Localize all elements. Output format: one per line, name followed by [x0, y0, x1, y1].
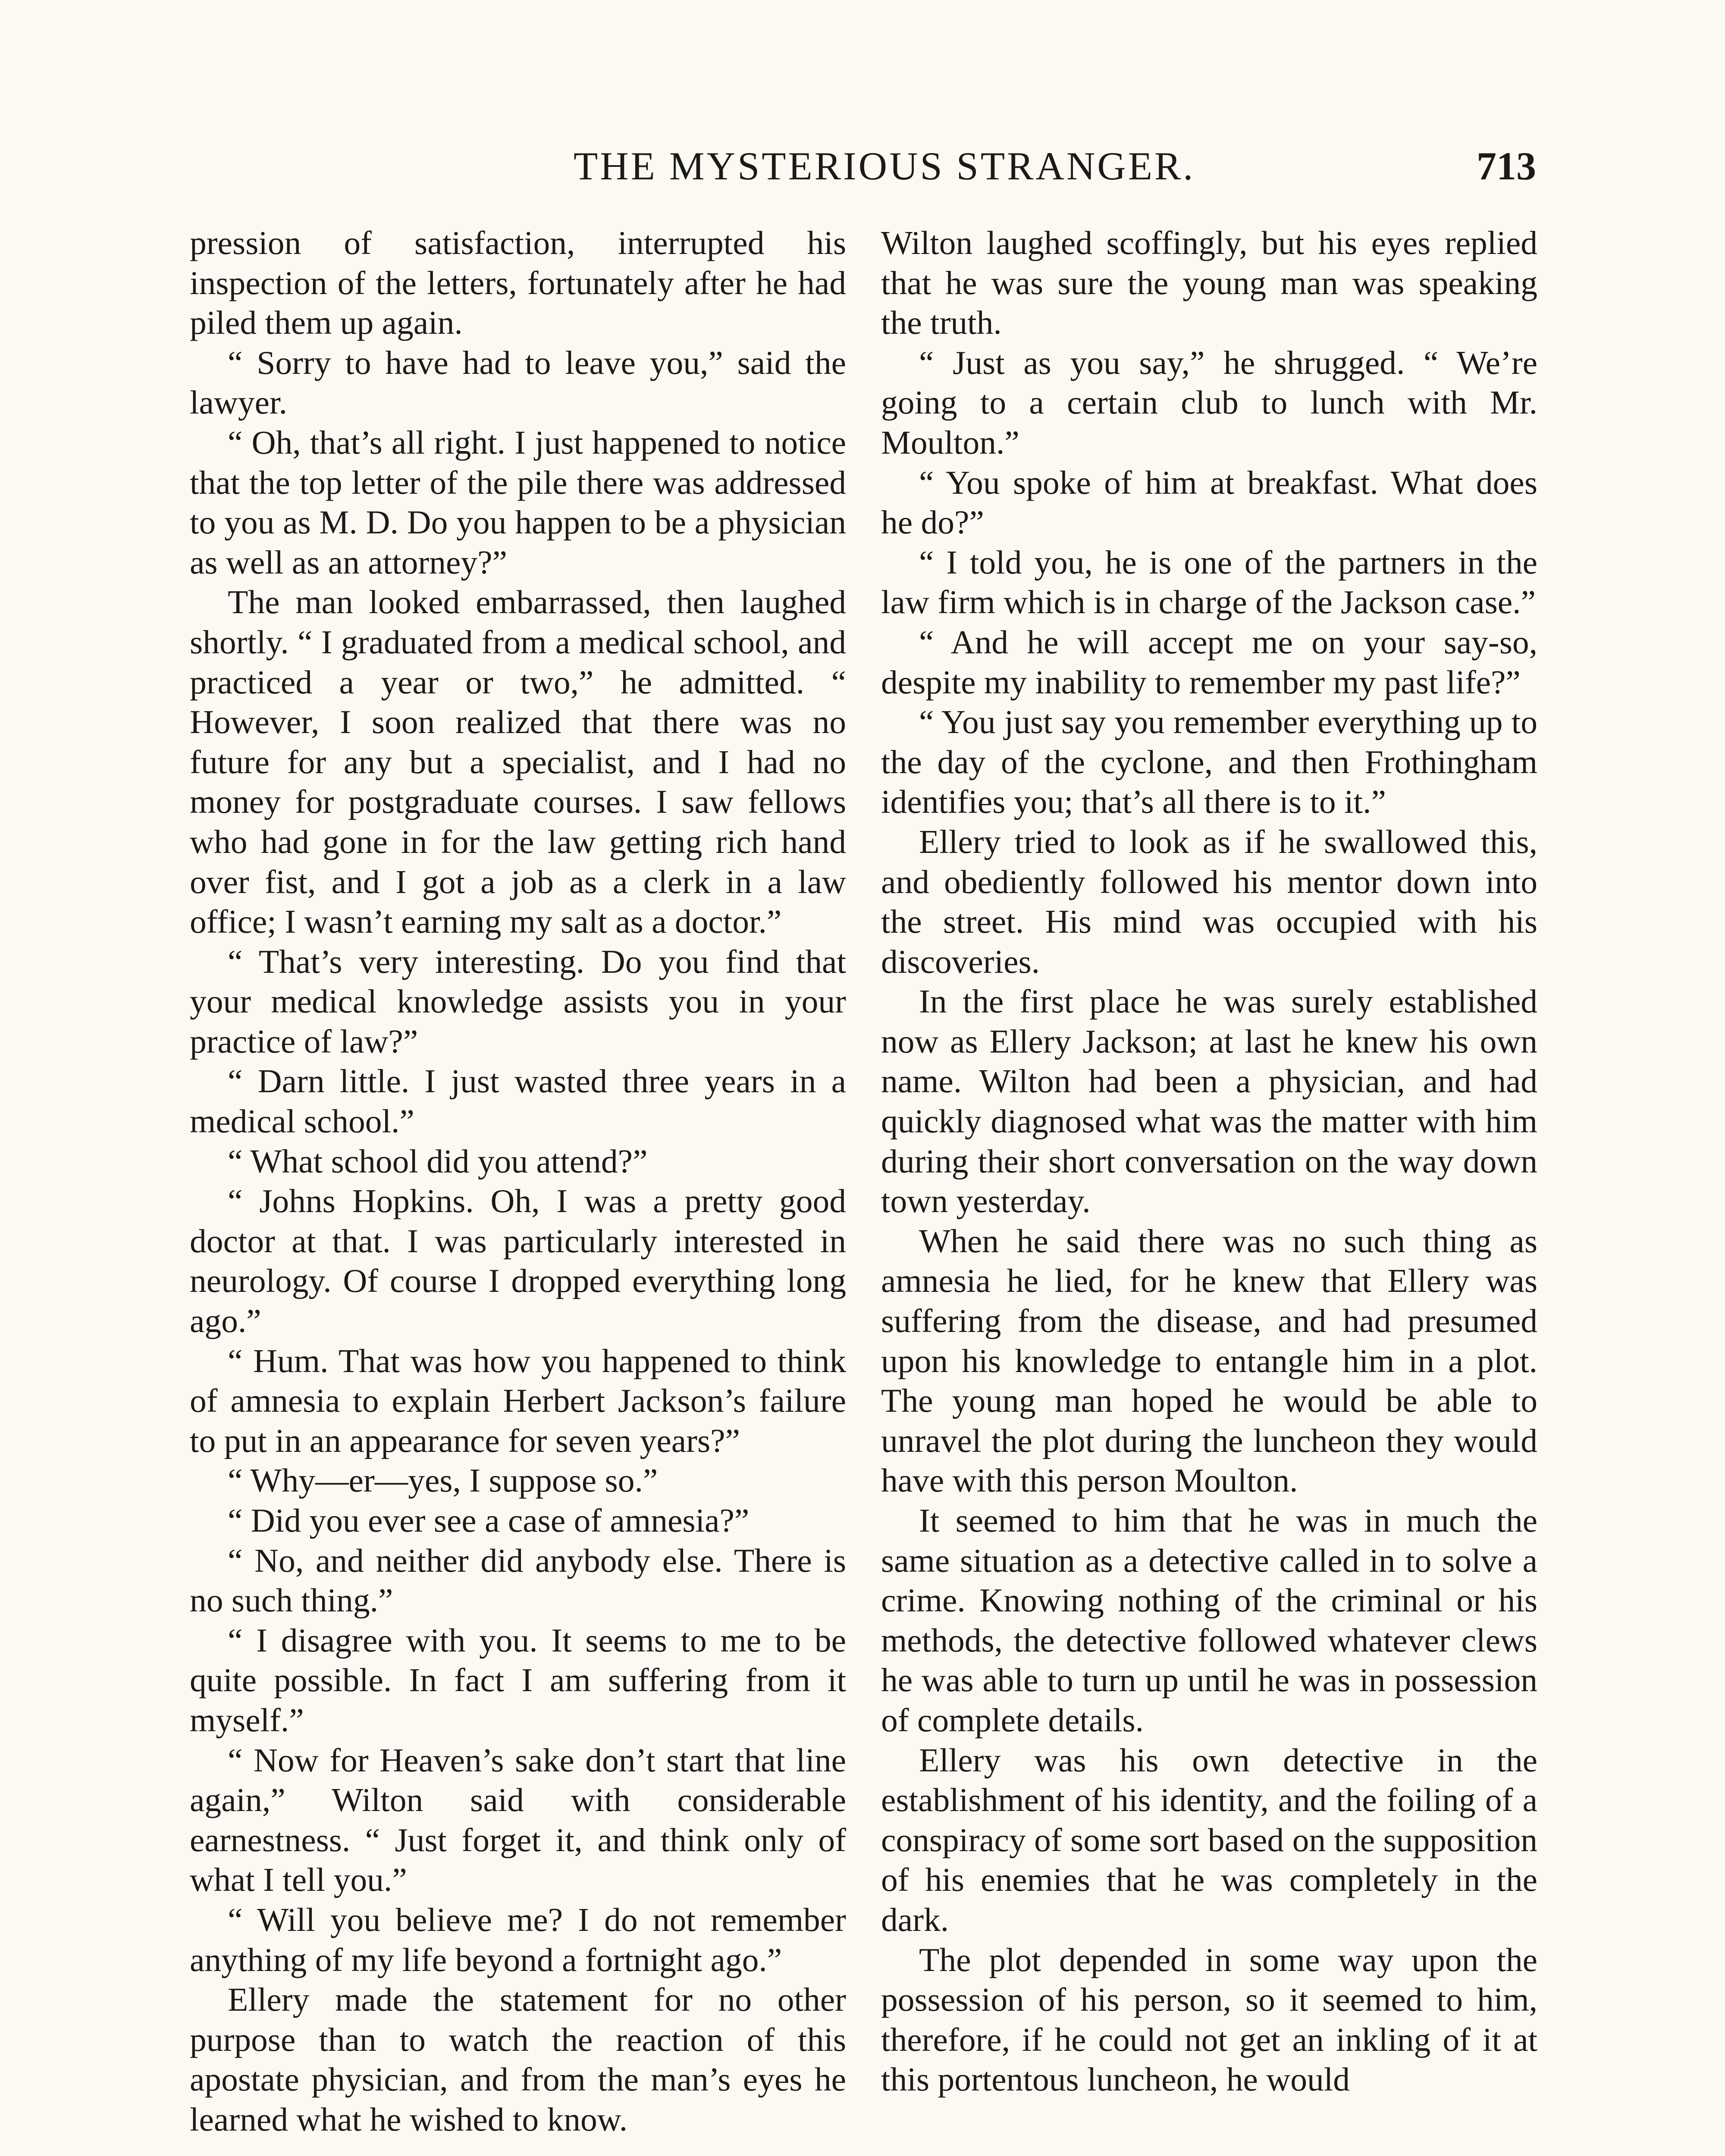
page-number: 713 — [1477, 144, 1536, 188]
paragraph: “ Just as you say,” he shrugged. “ We’re going to a certain club to lunch with Mr. Moulton.” — [881, 344, 1537, 461]
paragraph: The plot depended in some way upon the possession of his person, so it seemed to him, therefore, if he could not get an inkling of it at this portentous luncheon, he would — [881, 1941, 1537, 2098]
paragraph: “ Sorry to have had to leave you,” said the lawyer. — [190, 344, 846, 421]
paragraph: “ I disagree with you. It seems to me to be quite possible. In fact I am suffering from it myself.” — [190, 1621, 846, 1739]
left-column — [190, 223, 846, 2140]
paragraph: When he said there was no such thing as amnesia he lied, for he knew that Ellery was suffering from the disease, and had presumed upon his knowledge to entangle him in a plot. The young man hoped he would be able to unravel the plot during the luncheon they would have with this person Moulton. — [881, 1222, 1537, 1499]
paragraph: “ Oh, that’s all right. I just happened to notice that the top letter of the pile there was addressed to you as M. D. Do you happen to be a physician as well as an attorney?” — [190, 423, 846, 581]
paragraph: The man looked embarrassed, then laughed shortly. “ I graduated from a medical school, and practiced a year or two,” he admitted. “ However, I soon realized that there was no future for any but a specialist, and I had no money for postgraduate courses. I saw fellows who had gone in for the law getting rich hand over fist, and I got a job as a clerk in a law office; I wasn’t earning my salt as a doctor.” — [190, 583, 846, 940]
paragraph: pression of satisfaction, interrupted his inspection of the letters, fortunately after he had piled them up again. — [190, 224, 846, 342]
paragraph: “ And he will accept me on your say-so, despite my inability to remember my past life?” — [881, 623, 1537, 701]
paragraph: “ You spoke of him at breakfast. What does he do?” — [881, 464, 1537, 541]
paragraph: “ Why—er—yes, I suppose so.” — [228, 1462, 658, 1499]
running-head — [0, 142, 1725, 190]
paragraph: Ellery made the statement for no other purpose than to watch the reaction of this apostate physician, and from the man’s eyes he learned what he wished to know. — [190, 1981, 846, 2138]
paragraph: “ Johns Hopkins. Oh, I was a pretty good doctor at that. I was particularly interested in neurology. Of course I dropped everything long ago.” — [190, 1182, 846, 1340]
paragraph: “ No, and neither did anybody else. There is no such thing.” — [190, 1542, 846, 1619]
paragraph: “ You just say you remember everything up to the day of the cyclone, and then Frothingham identifies you; that’s all there is to it.” — [881, 703, 1537, 821]
paragraph: “ That’s very interesting. Do you find that your medical knowledge assists you in your practice of law?” — [190, 943, 846, 1060]
paragraph: “ Hum. That was how you happened to think of amnesia to explain Herbert Jackson’s failure to put in an appearance for seven years?” — [190, 1342, 846, 1459]
paragraph: It seemed to him that he was in much the same situation as a detective called in to solve a crime. Knowing nothing of the criminal or his methods, the detective followed whatever clews he was able to turn up until he was in possession of complete details. — [881, 1502, 1537, 1739]
paragraph: Ellery was his own detective in the establishment of his identity, and the foiling of a conspiracy of some sort based on the supposition of his enemies that he was completely in the dark. — [881, 1741, 1537, 1938]
right-column — [881, 223, 1537, 2100]
paragraph: “ Darn little. I just wasted three years in a medical school.” — [190, 1062, 846, 1140]
paragraph: “ I told you, he is one of the partners in the law firm which is in charge of the Jackson case.” — [881, 543, 1537, 621]
paragraph: In the first place he was surely established now as Ellery Jackson; at last he knew his own name. Wilton had been a physician, and had quickly diagnosed what was the matter with him during their short conversation on the way down town yesterday. — [881, 983, 1537, 1220]
paragraph: “ Now for Heaven’s sake don’t start that line again,” Wilton said with considerable earnestness. “ Just forget it, and think only of what I tell you.” — [190, 1741, 846, 1899]
paragraph: Ellery tried to look as if he swallowed this, and obediently followed his mentor down into the street. His mind was occupied with his discoveries. — [881, 823, 1537, 980]
paragraph: “ Will you believe me? I do not remember anything of my life beyond a fortnight ago.” — [190, 1901, 846, 1978]
paragraph: “ Did you ever see a case of amnesia?” — [228, 1502, 750, 1539]
paragraph: “ What school did you attend?” — [228, 1142, 648, 1180]
running-title: THE MYSTERIOUS STRANGER. — [574, 144, 1195, 188]
paragraph: Wilton laughed scoffingly, but his eyes replied that he was sure the young man was speaking the truth. — [881, 224, 1537, 342]
